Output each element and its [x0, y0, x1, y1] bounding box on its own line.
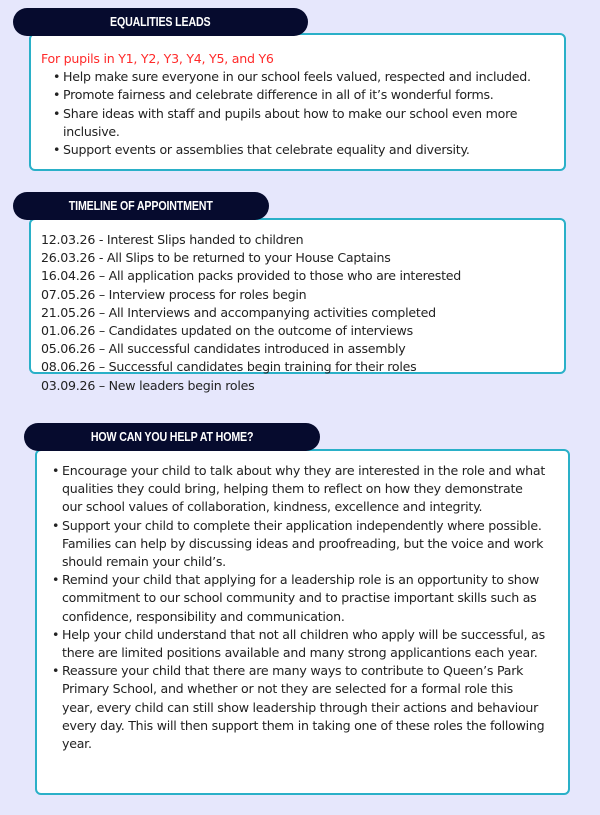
list-item: • Help your child understand that not all children who apply will be successful, as there are limited positions available and many strong applicantions each year.: [52, 626, 546, 662]
list-item: • Help make sure everyone in our school feels valued, respected and included.: [53, 68, 544, 86]
timeline-header: [13, 192, 269, 220]
list-item: • Remind your child that applying for a leadership role is an opportunity to show commitment to our school community and to practise important skills such as confidence, responsibility and communication.: [52, 571, 546, 626]
list-item: • Share ideas with staff and pupils about how to make our school even more inclusive.: [53, 105, 544, 141]
timeline-list: [31, 220, 564, 395]
timeline-title: TIMELINE OF APPOINTMENT: [69, 198, 213, 213]
timeline-item: 01.06.26 – Candidates updated on the outcome of interviews: [41, 323, 413, 339]
timeline-item: 03.09.26 – New leaders begin roles: [41, 377, 255, 393]
help-at-home-box: [35, 449, 570, 795]
list-item: • Reassure your child that there are many ways to contribute to Queen’s Park Primary School, and whether or not they are selected for a formal role this year, every child can still show leadership through their actions and behaviour every day. This will then support them in taking one of these roles the following year.: [52, 662, 546, 753]
help-at-home-header: [24, 423, 320, 451]
timeline-item: 07.05.26 – Interview process for roles begin: [41, 286, 307, 302]
help-at-home-list: [37, 462, 546, 753]
help-at-home-title: HOW CAN YOU HELP AT HOME?: [90, 429, 254, 444]
timeline-item: 21.05.26 – All Interviews and accompanying activities completed: [41, 304, 436, 320]
timeline-item: 12.03.26 - Interest Slips handed to children: [41, 232, 304, 247]
list-item: • Support events or assemblies that celebrate equality and diversity.: [53, 141, 544, 159]
timeline-item: 05.06.26 – All successful candidates introduced in assembly: [41, 341, 406, 357]
equalities-leads-header: [13, 8, 308, 36]
equalities-responsibilities-list: [41, 68, 564, 159]
equalities-leads-box: [29, 33, 566, 171]
timeline-item: 16.04.26 – All application packs provided to those who are interested: [41, 268, 462, 284]
list-item: • Encourage your child to talk about why they are interested in the role and what qualities they could bring, helping them to reflect on how they demonstrate our school values of collaboration, kindness, excellence and integrity.: [52, 462, 546, 517]
timeline-item: 26.03.26 - All Slips to be returned to your House Captains: [41, 250, 391, 266]
timeline-box: [29, 218, 566, 393]
list-item: • Promote fairness and celebrate difference in all of it’s wonderful forms.: [53, 86, 544, 104]
timeline-item: 08.06.26 – Successful candidates begin training for their roles: [41, 359, 417, 375]
list-item: • Support your child to complete their application independently where possible. Families can help by discussing ideas and proofreading, but the voice and work should remain your child’s.: [52, 517, 546, 572]
equalities-audience: For pupils in Y1, Y2, Y3, Y4, Y5, and Y6: [41, 51, 274, 66]
equalities-leads-title: EQUALITIES LEADS: [110, 14, 211, 29]
